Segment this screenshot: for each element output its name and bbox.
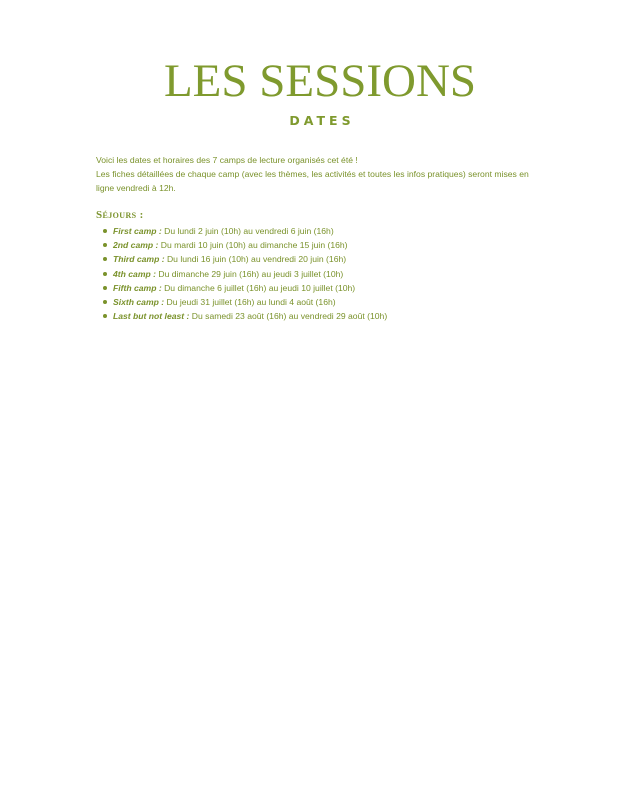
camp-name: First camp : [113, 226, 162, 236]
camp-dates: Du jeudi 31 juillet (16h) au lundi 4 août (16h) [164, 297, 336, 308]
list-item [113, 295, 387, 309]
intro-line-details: Les fiches détaillées de chaque camp (avec les thèmes, les activités et toutes les infos pratiques) seront mises en ligne vendredi à 12h. [96, 169, 529, 193]
list-item [113, 224, 387, 238]
list-item [113, 252, 387, 266]
camp-name: 2nd camp : [113, 240, 159, 251]
camp-name: Last but not least : [113, 311, 190, 322]
camp-dates: Du dimanche 6 juillet (16h) au jeudi 10 juillet (10h) [161, 282, 356, 293]
sejours-heading: Séjours : [96, 209, 144, 221]
page-title: LES SESSIONS [163, 55, 477, 107]
camp-dates: Du lundi 2 juin (10h) au vendredi 6 juin (16h) [161, 226, 334, 236]
list-item [113, 238, 387, 252]
camp-dates: Du dimanche 29 juin (16h) au jeudi 3 juillet (10h) [155, 268, 344, 279]
camp-dates: Du mardi 10 juin (10h) au dimanche 15 juin (16h) [158, 240, 348, 251]
camp-name: 4th camp : [113, 268, 156, 279]
camp-name: Third camp : [113, 254, 165, 265]
list-item [113, 281, 387, 295]
camp-name: Sixth camp : [113, 297, 165, 308]
intro-line-dates: Voici les dates et horaires des 7 camps de lecture organisés cet été ! [96, 155, 358, 165]
list-item [113, 309, 387, 323]
list-item [113, 267, 387, 281]
camp-dates: Du lundi 16 juin (10h) au vendredi 20 juin (16h) [164, 254, 347, 265]
page-subtitle: DATES [289, 113, 355, 128]
sessions-list [96, 224, 387, 323]
camp-dates: Du samedi 23 août (16h) au vendredi 29 août (10h) [189, 311, 388, 322]
intro-text [96, 153, 536, 195]
camp-name: Fifth camp : [113, 282, 162, 293]
